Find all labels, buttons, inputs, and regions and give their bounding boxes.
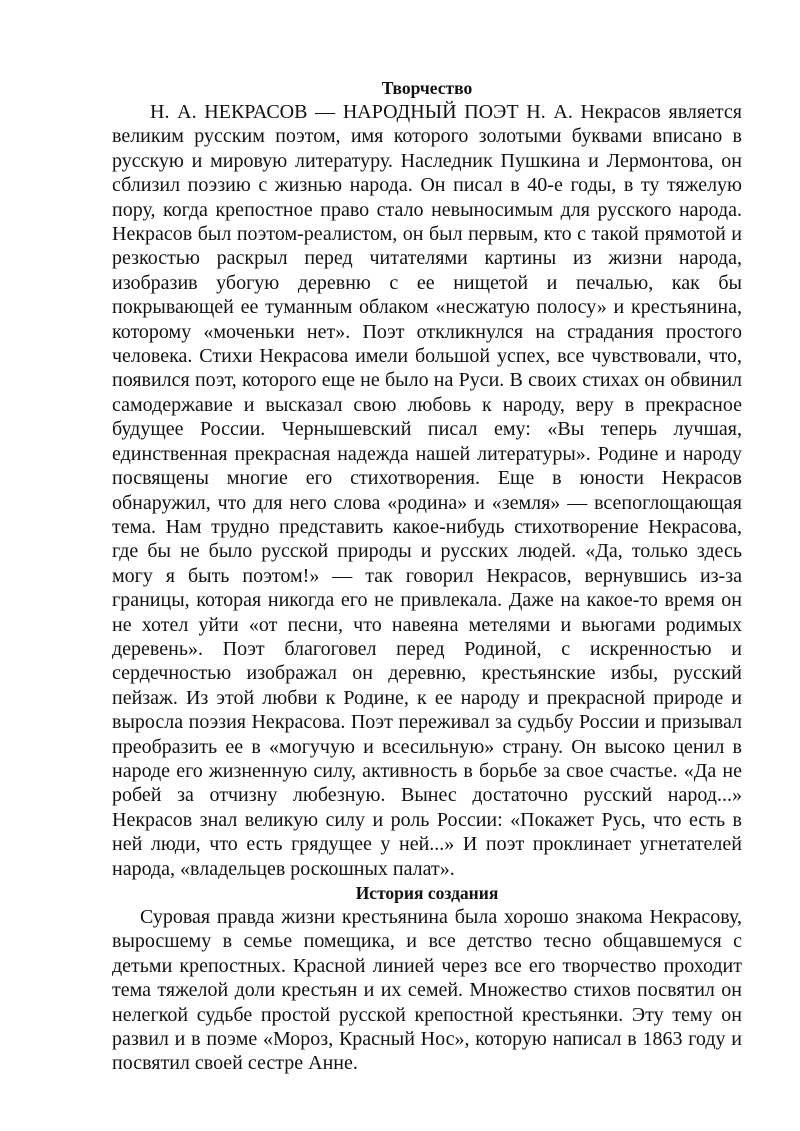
document-page xyxy=(112,76,742,1076)
section-title-istoriya-sozdaniya: История создания xyxy=(355,883,499,903)
paragraph-tvorchestvo: Н. А. НЕКРАСОВ — НАРОДНЫЙ ПОЭТ Н. А. Некрасов является великим русским поэтом, имя которого золотыми буквами вписано в русскую и мировую литературу. Наследник Пушкина и Лермонтова, он сблизил поэзию с жизнью народа. Он писал в 40-е годы, в ту тяжелую пору, когда крепостное право стало невыносимым для русского народа. Некрасов был поэтом-реалистом, он был первым, кто с такой прямотой и резкостью раскрыл перед читателями картины из жизни народа, изобразив убогую деревню с ее нищетой и печалью, как бы покрывающей ее туманным облаком «несжатую полосу» и крестьянина, которому «моченьки нет». Поэт откликнулся на страдания простого человека. Стихи Некрасова имели большой успех, все чувствовали, что, появился поэт, которого еще не было на Руси. В своих стихах он обвинил самодержавие и высказал свою любовь к народу, веру в прекрасное будущее России. Чернышевский писал ему: «Вы теперь лучшая, единственная прекрасная надежда нашей литературы». Родине и народу посвящены многие его стихотворения. Еще в юности Некрасов обнаружил, что для него слова «родина» и «земля» — всепоглощающая тема. Нам трудно представить какое-нибудь стихотворение Некрасова, где бы не было русской природы и русских людей. «Да, только здесь могу я быть поэтом!» — так говорил Некрасов, вернувшись из-за границы, которая никогда его не привлекала. Даже на какое-то время он не хотел уйти «от песни, что навеяна метелями и вьюгами родимых деревень». Поэт благоговел перед Родиной, с искренностью и сердечностью изображал он деревню, крестьянские избы, русский пейзаж. Из этой любви к Родине, к ее народу и прекрасной природе и выросла поэзия Некрасова. Поэт переживал за судьбу России и призывал преобразить ее в «могучую и всесильную» страну. Он высоко ценил в народе его жизненную силу, активность в борьбе за свое счастье. «Да не робей за отчизну любезную. Вынес достаточно русский народ...» Некрасов знал великую силу и роль России: «Покажет Русь, что есть в ней люди, что есть грядущее у ней...» И поэт проклинает угнетателей народа, «владельцев роскошных палат». xyxy=(112,101,742,880)
paragraph-istoriya-sozdaniya: Суровая правда жизни крестьянина была хорошо знакома Некрасову, выросшему в семье помещика, и все детство тесно общавшемуся с детьми крепостных. Красной линией через все его творчество проходит тема тяжелой доли крестьян и их семей. Множество стихов посвятил он нелегкой судьбе простой русской крепостной крестьянки. Эту тему он развил и в поэме «Мороз, Красный Нос», которую написал в 1863 году и посвятил своей сестре Анне. xyxy=(112,906,742,1075)
section-title-tvorchestvo: Творчество xyxy=(381,78,473,98)
